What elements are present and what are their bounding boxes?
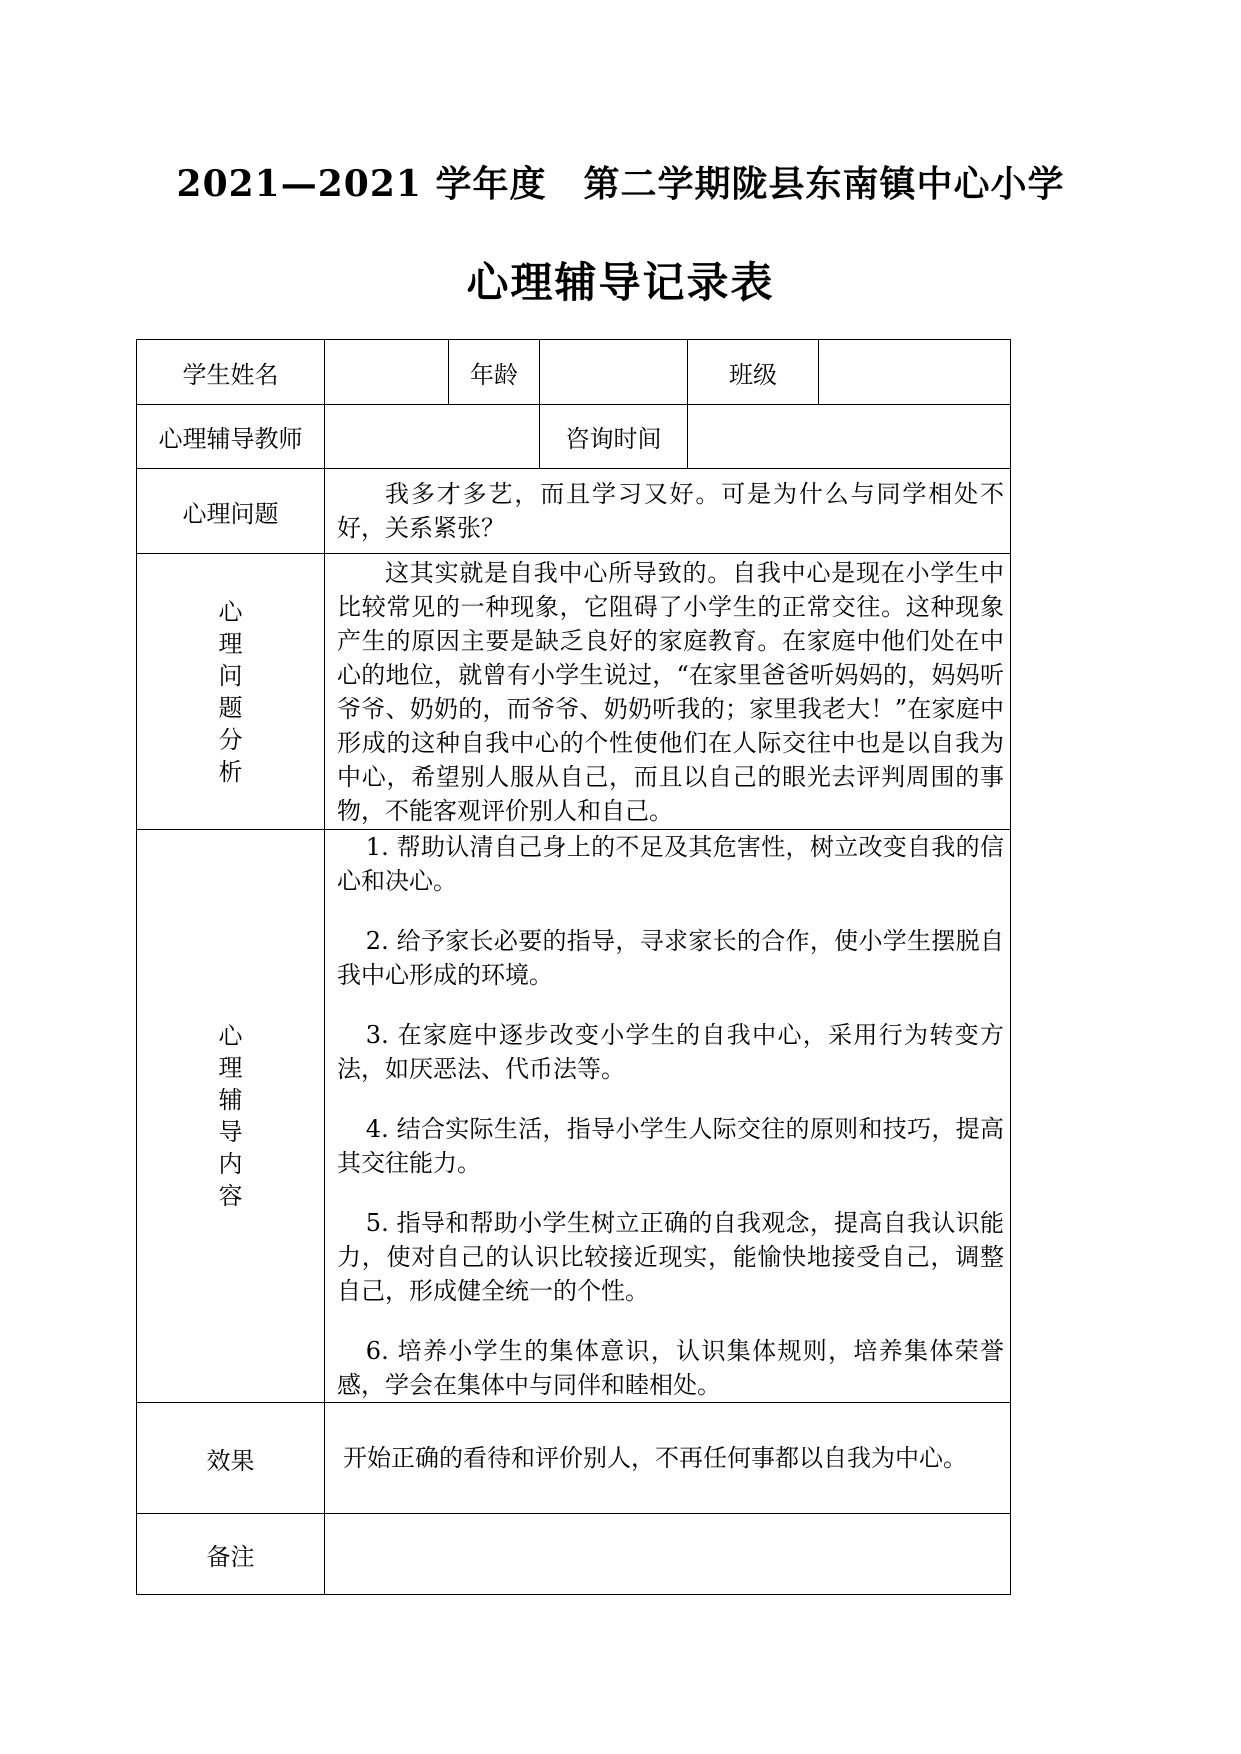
age-field[interactable] bbox=[540, 340, 688, 405]
row-guidance bbox=[137, 830, 1011, 1403]
analysis-label-char: 题 bbox=[218, 693, 243, 722]
class-label: 班级 bbox=[688, 340, 819, 405]
row-student-info bbox=[137, 340, 1011, 405]
guidance-label-char: 导 bbox=[218, 1118, 243, 1146]
guidance-item: 1. 帮助认清自己身上的不足及其危害性，树立改变自我的信心和决心。 bbox=[337, 833, 1004, 895]
guidance-cell bbox=[325, 830, 1011, 1403]
problem-text: 我多才多艺，而且学习又好。可是为什么与同学相处不好，关系紧张？ bbox=[337, 480, 1004, 542]
analysis-label-char: 分 bbox=[218, 725, 243, 754]
student-name-label: 学生姓名 bbox=[137, 340, 325, 405]
age-label: 年龄 bbox=[449, 340, 540, 405]
consult-time-field[interactable] bbox=[688, 405, 1011, 469]
row-teacher-info bbox=[137, 405, 1011, 469]
problem-cell bbox=[325, 469, 1011, 554]
analysis-label-char: 问 bbox=[218, 661, 243, 690]
remarks-label: 备注 bbox=[137, 1514, 325, 1595]
guidance-label-char: 内 bbox=[218, 1150, 243, 1178]
teacher-field[interactable] bbox=[325, 405, 540, 469]
document-title-line2: 心理辅导记录表 bbox=[466, 258, 775, 307]
guidance-item: 2. 给予家长必要的指导，寻求家长的合作，使小学生摆脱自我中心形成的环境。 bbox=[337, 927, 1004, 989]
analysis-text: 这其实就是自我中心所导致的。自我中心是现在小学生中比较常见的一种现象，它阻碍了小学生的正常交往。这种现象产生的原因主要是缺乏良好的家庭教育。在家庭中他们处在中心的地位，就曾有小学生说过，“在家里爸爸听妈妈的，妈妈听爷爷、奶奶的，而爷爷、奶奶听我的；家里我老大！”在家庭中形成的这种自我中心的个性使他们在人际交往中也是以自我为中心，希望别人服从自己，而且以自己的眼光去评判周围的事物，不能客观评价别人和自己。 bbox=[337, 558, 1004, 825]
effect-cell bbox=[325, 1403, 1011, 1514]
class-field[interactable] bbox=[819, 340, 1011, 405]
row-remarks bbox=[137, 1514, 1011, 1595]
guidance-item: 4. 结合实际生活，指导小学生人际交往的原则和技巧，提高其交往能力。 bbox=[337, 1115, 1004, 1177]
remarks-field[interactable] bbox=[325, 1514, 1011, 1595]
document-title-line1: 2021—2021 学年度 第二学期陇县东南镇中心小学 bbox=[176, 163, 1065, 205]
effect-label: 效果 bbox=[137, 1403, 325, 1514]
guidance-label bbox=[137, 830, 325, 1403]
row-effect bbox=[137, 1403, 1011, 1514]
analysis-label-char: 心 bbox=[218, 597, 243, 626]
guidance-item: 3. 在家庭中逐步改变小学生的自我中心，采用行为转变方法，如厌恶法、代币法等。 bbox=[337, 1021, 1004, 1083]
guidance-item: 6. 培养小学生的集体意识，认识集体规则，培养集体荣誉感，学会在集体中与同伴和睦相处。 bbox=[337, 1337, 1004, 1399]
guidance-label-char: 心 bbox=[218, 1022, 243, 1050]
row-analysis bbox=[137, 554, 1011, 830]
problem-label: 心理问题 bbox=[137, 469, 325, 554]
student-name-field[interactable] bbox=[325, 340, 449, 405]
analysis-label-char: 理 bbox=[218, 629, 243, 658]
guidance-label-char: 理 bbox=[218, 1054, 243, 1082]
consult-time-label: 咨询时间 bbox=[540, 405, 688, 469]
analysis-label-char: 析 bbox=[218, 757, 243, 786]
teacher-label: 心理辅导教师 bbox=[137, 405, 325, 469]
row-problem bbox=[137, 469, 1011, 554]
analysis-cell bbox=[325, 554, 1011, 830]
guidance-item: 5. 指导和帮助小学生树立正确的自我观念，提高自我认识能力，使对自己的认识比较接近现实，能愉快地接受自己，调整自己，形成健全统一的个性。 bbox=[337, 1209, 1004, 1305]
counseling-record-table bbox=[136, 339, 1011, 1595]
guidance-label-char: 容 bbox=[218, 1182, 243, 1210]
effect-text: 开始正确的看待和评价别人，不再任何事都以自我为中心。 bbox=[343, 1444, 967, 1472]
analysis-label bbox=[137, 554, 325, 830]
guidance-label-char: 辅 bbox=[218, 1086, 243, 1114]
